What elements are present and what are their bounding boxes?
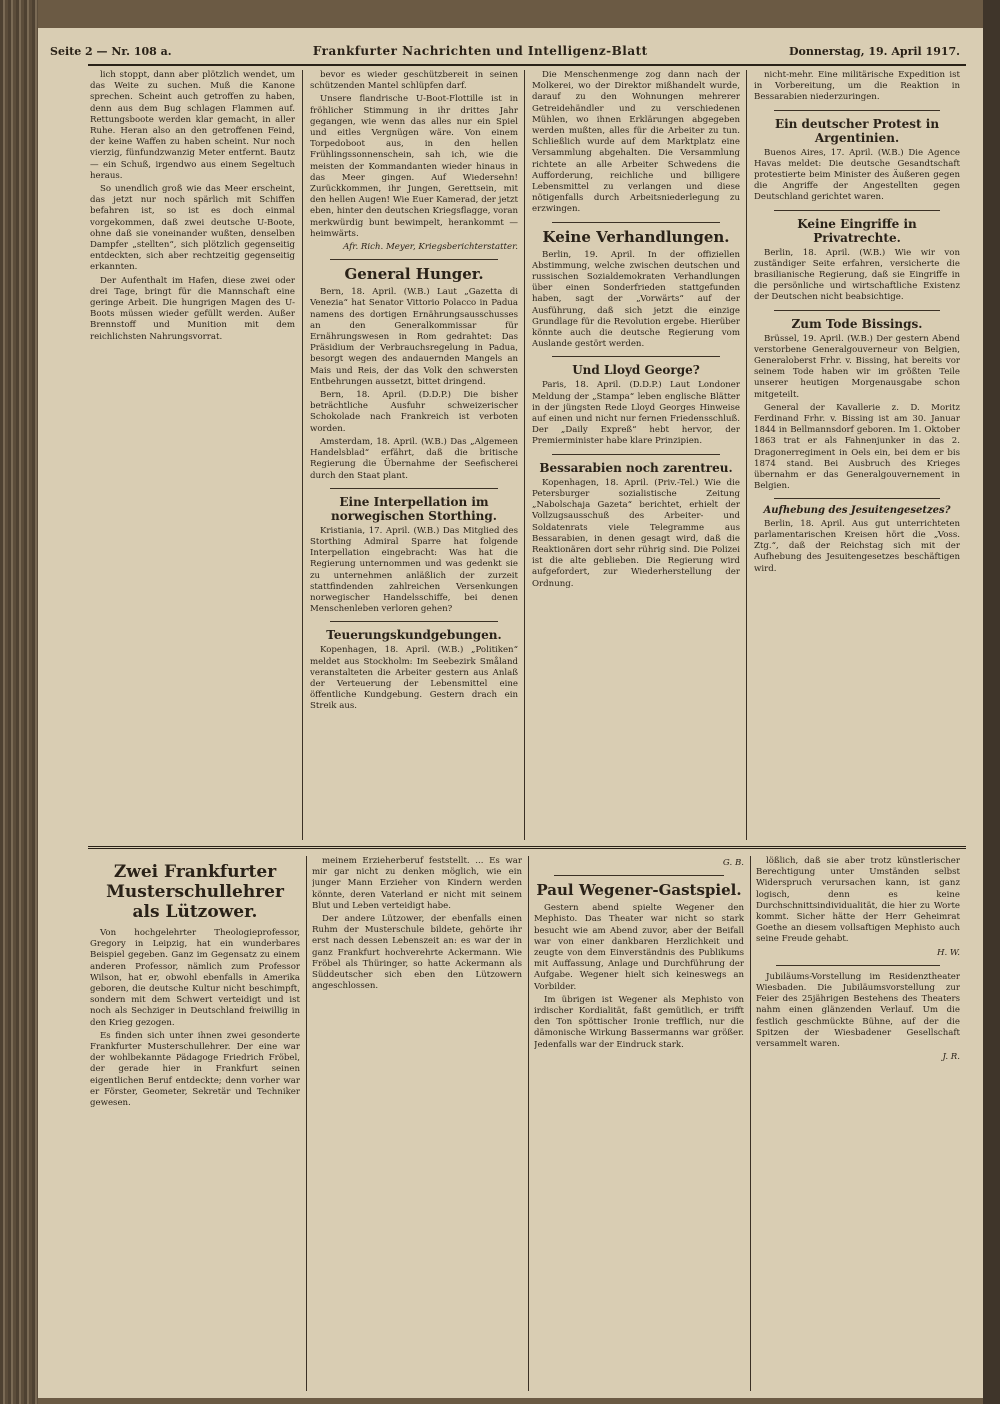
separator: [774, 498, 940, 499]
column-divider: [302, 70, 303, 840]
column-divider: [528, 856, 529, 1391]
separator: [774, 110, 940, 111]
article-text: Amsterdam, 18. April. (W.B.) Das „Algemeen Handelsblad“ erfährt, daß die britische Regierung die Übernahme der Seefischerei durch den Staat plant.: [310, 436, 518, 481]
article-text: Berlin, 18. April. (W.B.) Wie wir von zuständiger Seite erfahren, versicherte die brasilianische Regierung, daß sie Eingriffe in die persönliche und wirtschaftliche Existenz der Deutschen nicht beabsichtige.: [754, 247, 960, 303]
article-text: Buenos Aires, 17. April. (W.B.) Die Agence Havas meldet: Die deutsche Gesandtschaft protestierte beim Minister des Äußeren gegen die Angriffe der Angestellten gegen Deutschland gerichtet waren.: [754, 147, 960, 203]
article-text: meinem Erzieherberuf feststellt. ... Es war mir gar nicht zu denken möglich, wie ein junger Mann Erzieher von Kindern werden könnte, deren Vaterland er nicht mit seinem Blut und Leben verteidigt habe.: [312, 856, 522, 911]
article-text: Berlin, 18. April. Aus gut unterrichteten parlamentarischen Kreisen hört die „Voss. Ztg.“, daß der Reichstag sich mit der Aufhebung des Jesuitengesetzes beschäftigen wird.: [754, 518, 960, 574]
bottom-column-2: [312, 856, 522, 1391]
separator: [552, 222, 720, 223]
col4-paragraph: nicht-mehr. Eine militärische Expedition ist in Vorbereitung, um die Reaktion in Bessarabien niederzuringen.: [754, 70, 960, 103]
headline-wegener: Paul Wegener-Gastspiel.: [536, 881, 742, 900]
separator: [774, 310, 940, 311]
headline-keine-verhandlungen: Keine Verhandlungen.: [542, 227, 730, 246]
article-text: Bern, 18. April. (W.B.) Laut „Gazetta di Venezia“ hat Senator Vittorio Polacco in Padua namens des dortigen Ernährungsausschusses an den Generalkommissar für Ernährungswesen in Rom gedrahtet: Das Präsidium der Verbrauchsregelung in Padua, besorgt wegen des andauernden Mangels an Mais und Reis, der das Volk den schwersten Entbehrungen aussetzt, bittet dringend.: [310, 287, 518, 387]
bottom-column-1: [90, 856, 300, 1391]
col1-paragraph: Der Aufenthalt im Hafen, diese zwei oder drei Tage, bringt für die Mannschaft eine geringe Arbeit. Die hungrigen Magen des U-Boots müssen wieder gefüllt werden. Außer Brennstoff und Munition mit dem reichlichsten Nahrungsvorrat.: [90, 275, 295, 342]
header-masthead: Frankfurter Nachrichten und Intelligenz-Blatt: [312, 44, 648, 58]
column-divider: [746, 70, 747, 840]
bottom-column-3: [534, 856, 744, 1391]
column-3: [532, 70, 740, 840]
article-text: Von hochgelehrter Theologieprofessor, Gregory in Leipzig, hat ein wunderbares Beispiel gegeben. Ganz im Gegensatz zu einem anderen Professor, nämlich zum Professor Wilson, hat er, obwohl ebenfalls in Amerika geboren, die deutsche Kultur nicht beschimpft, sondern mit dem Schwert verteidigt und ist noch als Sechziger in Deutschland freiwillig in den Krieg gezogen.: [90, 928, 300, 1028]
headline-privatrechte: Keine Eingriffe in Privatrechte.: [797, 216, 917, 245]
article-text: lößlich, daß sie aber trotz künstlerischer Berechtigung unter Umständen selbst Widerspruch verursachen kann, ist ganz logisch, denn es keine Durchschnittsindividualität, die hier zu Worte kommt. Sicher hätte der Herr Geheimrat Goethe an diesem vollsaftigen Mephisto auch seine Freude gehabt.: [756, 856, 960, 945]
signature-gb: G. B.: [722, 858, 744, 868]
article-text: Berlin, 19. April. In der offiziellen Abstimmung, welche zwischen deutschen und russischen Sozialdemokraten Verhandlungen über einen Sonderfrieden stattgefunden haben, sagt der „Vorwärts“ auf der Ausführung, daß sich jetzt die einzige Grundlage für die Revolution ergebe. Hierüber könnte auch die deutsche Regierung vom Auslande gestört werden.: [532, 249, 740, 350]
separator: [552, 454, 720, 455]
headline-jesuitengesetz: Aufhebung des Jesuitengesetzes?: [763, 505, 951, 517]
signature-hw: H. W.: [936, 947, 960, 958]
column-divider: [750, 856, 751, 1391]
col2-paragraph: bevor es wieder geschützbereit in seinen schützenden Mantel schlüpfen darf.: [310, 70, 518, 92]
column-divider: [524, 70, 525, 840]
article-text: Kristiania, 17. April. (W.B.) Das Mitglied des Storthing Admiral Sparre hat folgende Interpellation eingebracht: Was hat die Regierung unternommen und was gedenkt sie zu unternehmen anläßlich der zurzeit stattfindenden zahlreichen Versenkungen norwegischer Handelsschiffe, bei denen Menschenleben verloren gehen?: [310, 525, 518, 615]
article-text: Brüssel, 19. April. (W.B.) Der gestern Abend verstorbene Generalgouverneur von Belgien, Generaloberst Frhr. v. Bissing, hat bereits vor seinem Tode haben wir im größten Teile unserer heutigen Morgenausgabe schon mitgeteilt.: [754, 333, 960, 400]
column-divider: [306, 856, 307, 1391]
header-date: Donnerstag, 19. April 1917.: [788, 44, 960, 58]
headline-argentinien: Ein deutscher Protest in Argentinien.: [774, 116, 940, 145]
column-2: [310, 70, 518, 840]
separator: [774, 210, 940, 211]
col2-signature: Afr. Rich. Meyer, Kriegsberichterstatter.: [343, 242, 518, 253]
headline-general-hunger: General Hunger.: [344, 265, 484, 284]
headline-teuerung: Teuerungskundgebungen.: [326, 628, 502, 643]
article-text: General der Kavallerie z. D. Moritz Ferdinand Frhr. v. Bissing ist am 30. Januar 1844 in Bellmannsdorf geboren. Im 1. Oktober 1863 trat er als Fahnenjunker in das 2. Dragonerregiment in Oels ein, bei dem er bis 1874 stand. Bei Ausbruch des Krieges übernahm er das Generalgouvernement in Belgien.: [754, 402, 960, 492]
book-binding: [0, 0, 38, 1404]
separator: [330, 621, 498, 622]
col2-paragraph: Unsere flandrische U-Boot-Flottille ist in fröhlicher Stimmung in ihr drittes Jahr gegangen, wie wenn das alles nur ein Spiel und eitles Vergnügen wäre. Von einem Torpedoboot aus, in den hellen Frühlingssonnenschein, sah ich, wie die meisten der Kommandanten wieder hinaus in das Meer gingen. Auf Wiedersehn! Zurückkommen, ihr Jungen, Gerettsein, mit den hellen Augen! Wie Euer Kamerad, der jetzt eben, hinter den deutschen Kriegsflagge, voran merkwürdig bunt bewimpelt, herankommt — heimwärts.: [310, 94, 518, 239]
article-text: Bern, 18. April. (D.D.P.) Die bisher beträchtliche Ausfuhr schweizerischer Schokolade nach Frankreich ist verboten worden.: [310, 390, 518, 434]
col3-paragraph: Die Menschenmenge zog dann nach der Molkerei, wo der Direktor mißhandelt wurde, darauf zu den Wohnungen mehrerer Getreidehändler und zu verschiedenen Mühlen, wo ihnen Erklärungen abgegeben werden mußten, alles für die Arbeiter zu tun. Schließlich wurde auf dem Marktplatz eine Versammlung abgehalten. Die Versammlung richtete an alle Arbeiter Schwedens die Aufforderung, reichliche und billigere Lebensmittel zu verlangen und diese nötigenfalls durch Arbeitsniederlegung zu erzwingen.: [532, 70, 740, 215]
article-text: Es finden sich unter ihnen zwei gesonderte Frankfurter Musterschullehrer. Der eine war der wohlbekannte Pädagoge Friedrich Fröbel, der gerade hier in Frankfurt seinen eigentlichen Beruf entdeckte; denn vorher war er Förster, Geometer, Sekretär und Techniker gewesen.: [90, 1030, 300, 1109]
section-rule: [88, 846, 966, 849]
article-text: Im übrigen ist Wegener als Mephisto von irdischer Kordialität, faßt gemütlich, er trifft den Ton spöttischer Ironie trefflich, nur die dämonische Wirkung Bassermanns war größer. Jedenfalls war der Eindruck stark.: [534, 994, 744, 1050]
header-rule: [88, 64, 966, 66]
headline-lloyd-george: Und Lloyd George?: [572, 363, 700, 378]
article-text: Kopenhagen, 18. April. (Priv.-Tel.) Wie die Petersburger sozialistische Zeitung „Nabolschaja Gazeta“ berichtet, erhielt der Vollzugsausschuß des Arbeiter- und Soldatenrats viele Telegramme aus Bessarabien, in denen gesagt wird, daß die Reaktionären dort sehr rührig sind. Die Polizei ist die alte geblieben. Die Regierung wird aufgefordert, zur Wiederherstellung der Ordnung.: [532, 477, 740, 589]
headline-bessarabien: Bessarabien noch zarentreu.: [539, 460, 733, 475]
col1-paragraph: lich stoppt, dann aber plötzlich wendet, um das Weite zu suchen. Muß die Kanone sprechen. Scheint auch getroffen zu haben, denn aus dem Bug schlagen Flammen auf. Rettungsboote werden klar gemacht, in aller Ruhe. Heran also an den getroffenen Feind, der keine Waffen zu haben scheint. Nur noch vierzig, fünfundzwanzig Meter entfernt. Bautz — ein Schuß, irgendwo aus einem Segeltuch heraus.: [90, 70, 295, 181]
article-text: Jubiläums-Vorstellung im Residenztheater Wiesbaden. Die Jubiläumsvorstellung zur Feier des 25jährigen Bestehens des Theaters nahm einen glänzenden Verlauf. Um die festlich geschmückte Bühne, auf der die Spitzen der Wiesbadener Gesellschaft versammelt waren.: [756, 971, 960, 1050]
separator: [554, 875, 724, 876]
article-text: Gestern abend spielte Wegener den Mephisto. Das Theater war nicht so stark besucht wie am Abend zuvor, aber der Beifall war von einer dankbaren Herzlichkeit und zeugte von dem Einverständnis des Publikums mit Auffassung, Anlage und Durchführung der Aufgabe. Wegener hielt sich keineswegs an Vorbilder.: [534, 903, 744, 992]
signature-jr: J. R.: [942, 1052, 960, 1063]
headline-bissing: Zum Tode Bissings.: [791, 316, 923, 331]
article-text: Kopenhagen, 18. April. (W.B.) „Politiken“ meldet aus Stockholm: Im Seebezirk Småland veranstalteten die Arbeiter gestern aus Anlaß der Verteuerung der Lebensmittel eine öffentliche Kundgebung. Gestern drach ein Streik aus.: [310, 645, 518, 712]
separator: [776, 965, 940, 966]
bottom-column-4: [756, 856, 960, 1391]
separator: [552, 356, 720, 357]
column-1: [90, 70, 295, 840]
separator: [330, 488, 498, 489]
article-text: Der andere Lützower, der ebenfalls einen Ruhm der Musterschule bildete, gehörte ihr erst nach dessen Lebenszeit an: es war der in ganz Frankfurt hochverehrte Ackermann. Wie Fröbel als Thüringer, so hatte Ackermann als Süddeutscher sich eben den Lützowern angeschlossen.: [312, 914, 522, 992]
article-text: Paris, 18. April. (D.D.P.) Laut Londoner Meldung der „Stampa“ leben englische Blätter in der jüngsten Rede Lloyd Georges Hinweise auf einen und nicht nur fernen Friedensschluß. Der „Daily Expreß“ hebt hervor, der Premierminister habe klare Prinzipien.: [532, 380, 740, 447]
column-4: [754, 70, 960, 840]
headline-interpellation: Eine Interpellation im norwegischen Storthing.: [331, 494, 497, 523]
page-header: [50, 40, 960, 62]
col1-paragraph: So unendlich groß wie das Meer erscheint, das jetzt nur noch spärlich mit Schiffen befahren ist, so ist es doch einmal vorgekommen, daß zwei deutsche U-Boote, ohne daß sie voneinander wußten, denselben Dampfer „stellten“, sich plötzlich gegenseitig entdeckten, sich aber rechtzeitig gegenseitig erkannten.: [90, 184, 295, 273]
header-page-number: Seite 2 — Nr. 108 a.: [50, 44, 172, 58]
page-edge: [983, 0, 1000, 1404]
headline-lutzower: Zwei Frankfurter Musterschullehrer als Lützower.: [106, 862, 284, 922]
separator: [330, 259, 498, 260]
